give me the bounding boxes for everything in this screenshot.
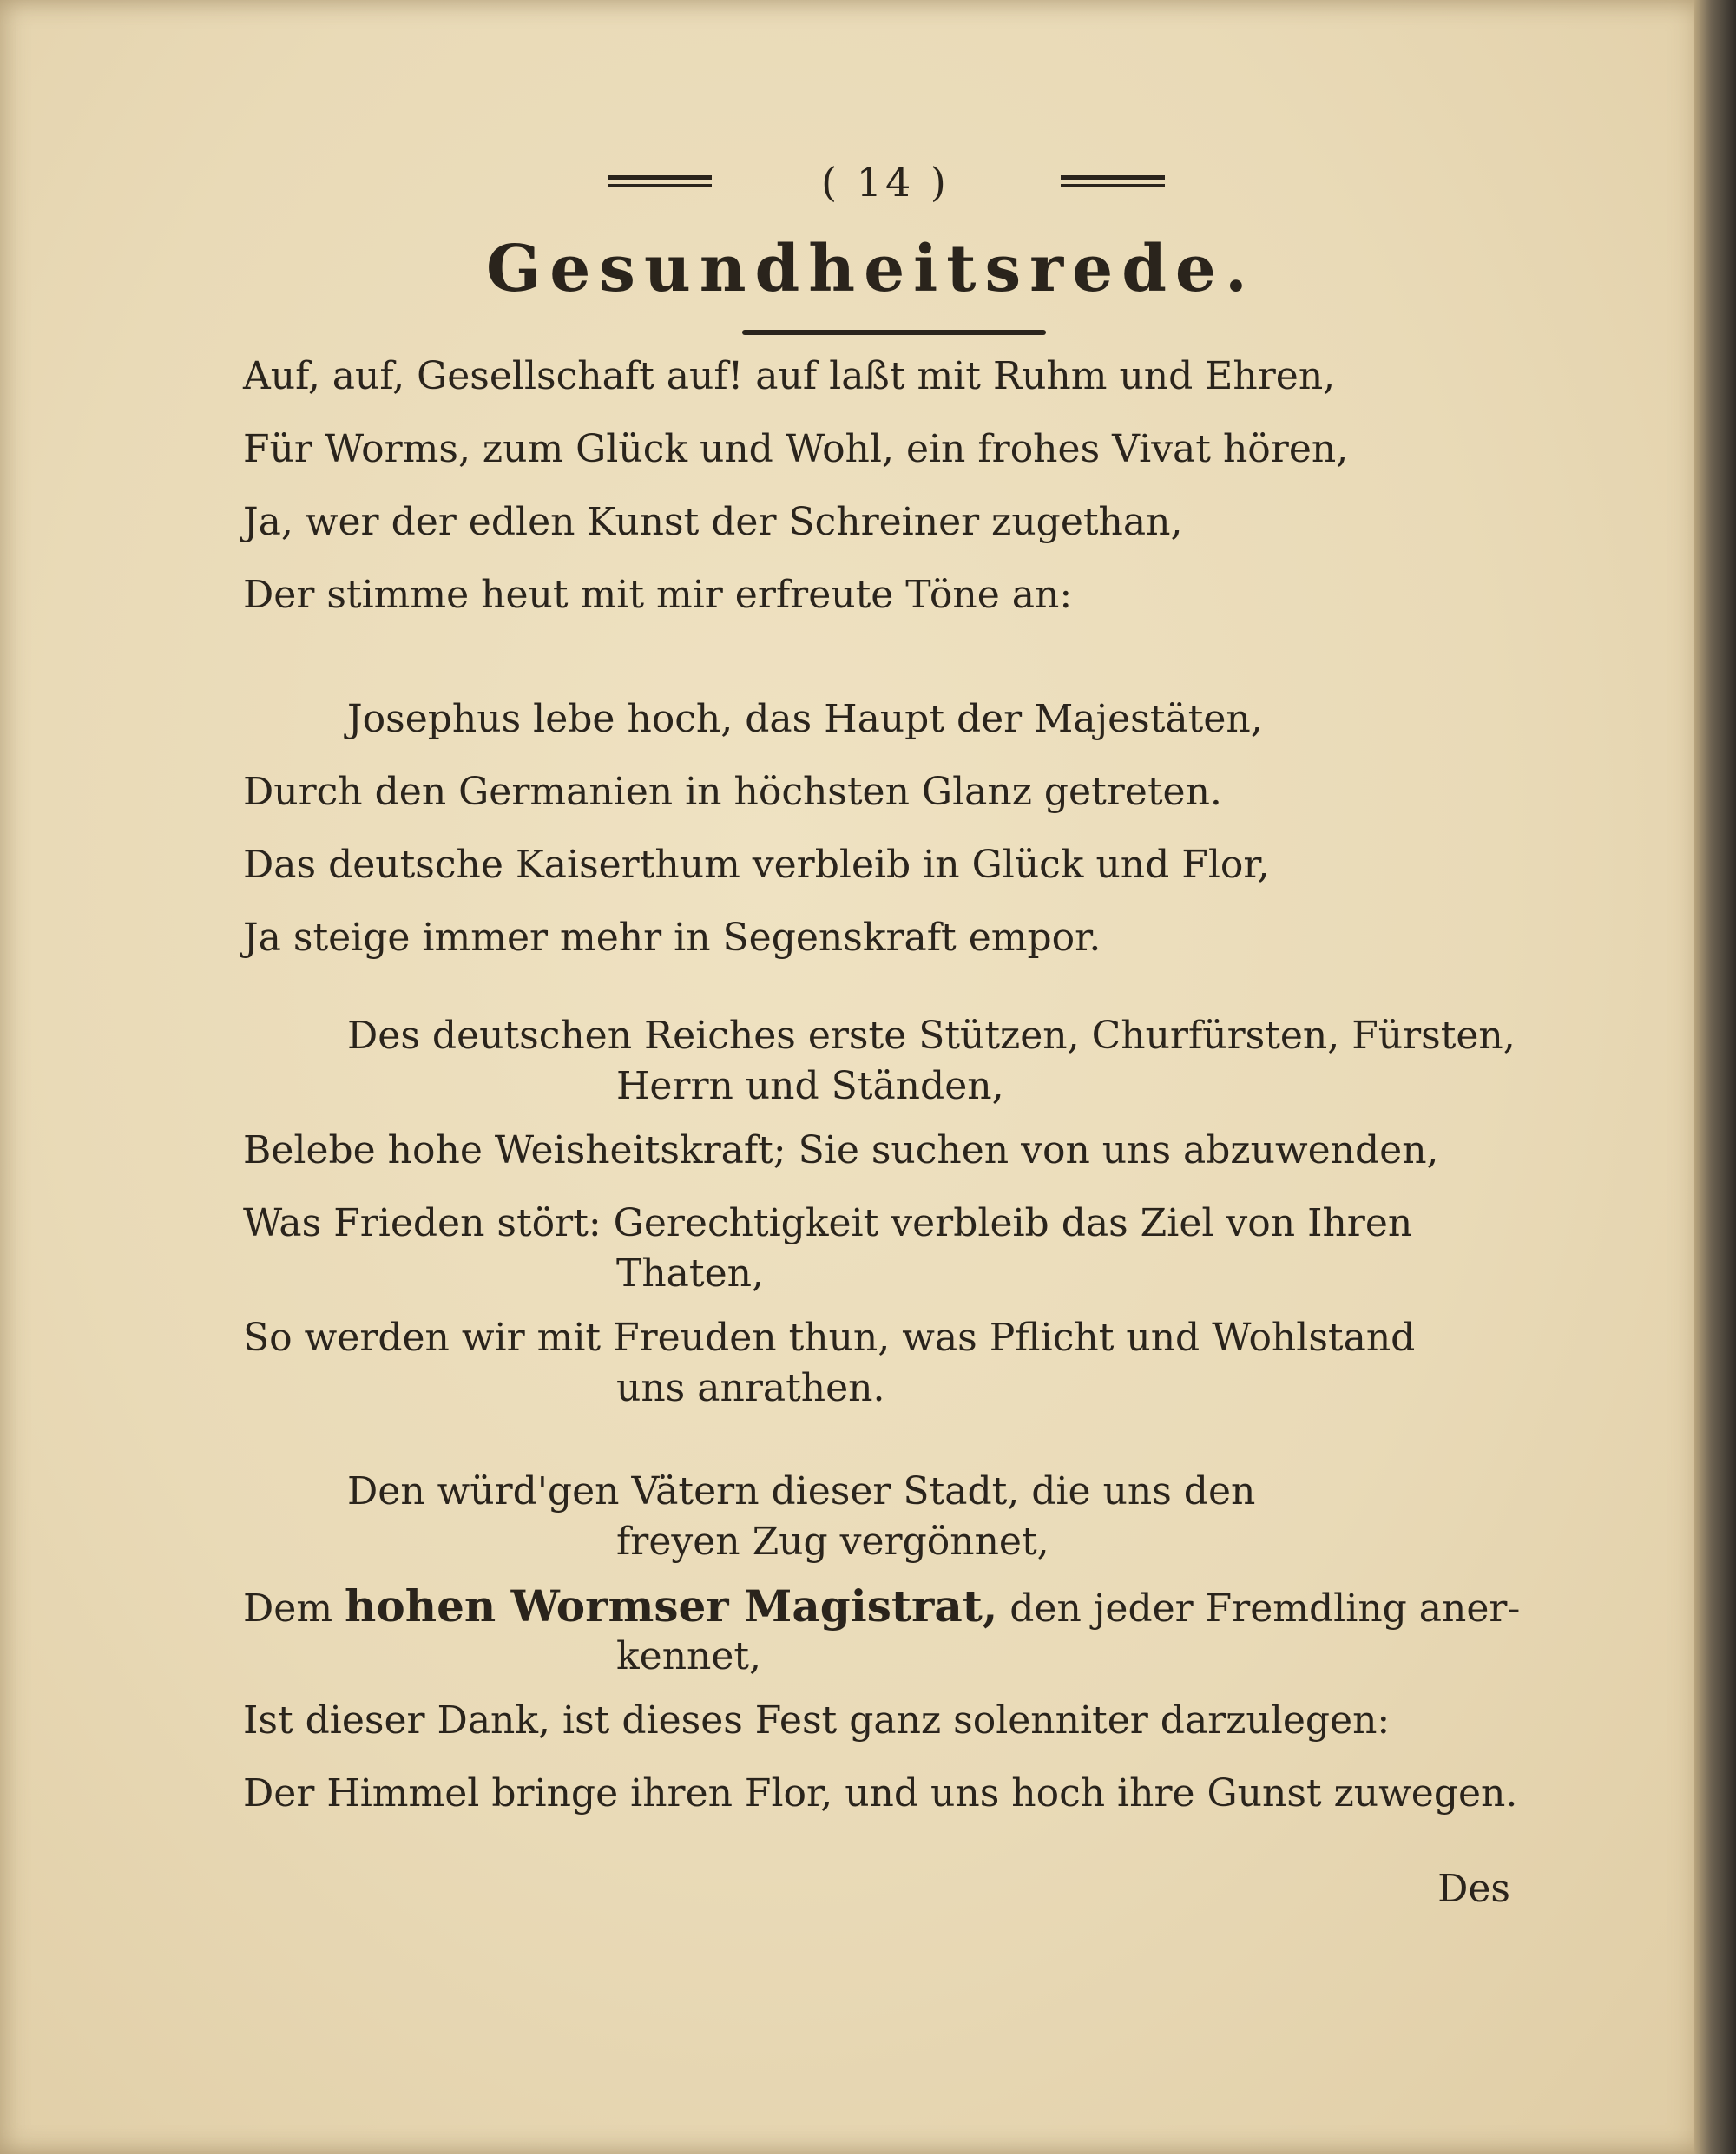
verse-line: Was Frieden stört: Gerechtigkeit verbleib das Ziel von Ihren: [243, 1201, 1413, 1245]
page-title: Gesundheitsrede.: [486, 232, 1256, 306]
verse-line: Den würd'gen Vätern dieser Stadt, die uns den: [347, 1469, 1256, 1514]
verse-line: Josephus lebe hoch, das Haupt der Majestäten,: [347, 697, 1263, 741]
verse-line-continuation: uns anrathen.: [616, 1366, 885, 1410]
verse-word: Dem: [243, 1586, 333, 1631]
stanza-1: [243, 351, 1528, 643]
verse-line: Der stimme heut mit mir erfreute Töne an:: [243, 573, 1073, 617]
header-rule-left: [608, 175, 712, 187]
verse-line: Belebe hohe Weisheitskraft; Sie suchen von uns abzuwenden,: [243, 1128, 1439, 1172]
verse-line-continuation: Thaten,: [616, 1251, 764, 1296]
verse-word: den jeder Fremdling aner-: [1009, 1586, 1521, 1631]
verse-line: Auf, auf, Gesellschaft auf! auf laßt mit Ruhm und Ehren,: [243, 354, 1336, 398]
page-number: ( 14 ): [821, 159, 950, 206]
page-edge-shadow: [1694, 0, 1736, 2154]
verse-line: Ja steige immer mehr in Segenskraft empor.: [243, 916, 1101, 960]
verse-line-continuation: freyen Zug vergönnet,: [616, 1520, 1049, 1564]
title-underline: [742, 330, 1046, 335]
verse-emphasis: hohen Wormser Magistrat,: [345, 1580, 998, 1632]
verse-line: Ist dieser Dank, ist dieses Fest ganz solenniter darzulegen:: [243, 1698, 1391, 1743]
page-header: [608, 156, 1163, 208]
verse-line: Des deutschen Reiches erste Stützen, Churfürsten, Fürsten,: [347, 1014, 1516, 1058]
verse-line: Das deutsche Kaiserthum verbleib in Glück und Flor,: [243, 843, 1270, 887]
stanza-4: [243, 1467, 1528, 1842]
verse-line: Durch den Germanien in höchsten Glanz getreten.: [243, 770, 1222, 814]
verse-line-continuation: kennet,: [616, 1634, 762, 1678]
verse-line: Ja, wer der edlen Kunst der Schreiner zugethan,: [243, 500, 1183, 544]
verse-line: Der Himmel bringe ihren Flor, und uns hoch ihre Gunst zuwegen.: [243, 1771, 1518, 1816]
header-rule-right: [1061, 175, 1165, 187]
stanza-3: [243, 1011, 1528, 1428]
stanza-2: [243, 694, 1528, 986]
verse-line-mixed: [243, 1581, 1528, 1632]
verse-line: Für Worms, zum Glück und Wohl, ein frohes Vivat hören,: [243, 427, 1349, 471]
catchword: Des: [1437, 1867, 1510, 1911]
verse-line: So werden wir mit Freuden thun, was Pflicht und Wohlstand: [243, 1316, 1416, 1360]
verse-line-continuation: Herrn und Ständen,: [616, 1064, 1004, 1108]
